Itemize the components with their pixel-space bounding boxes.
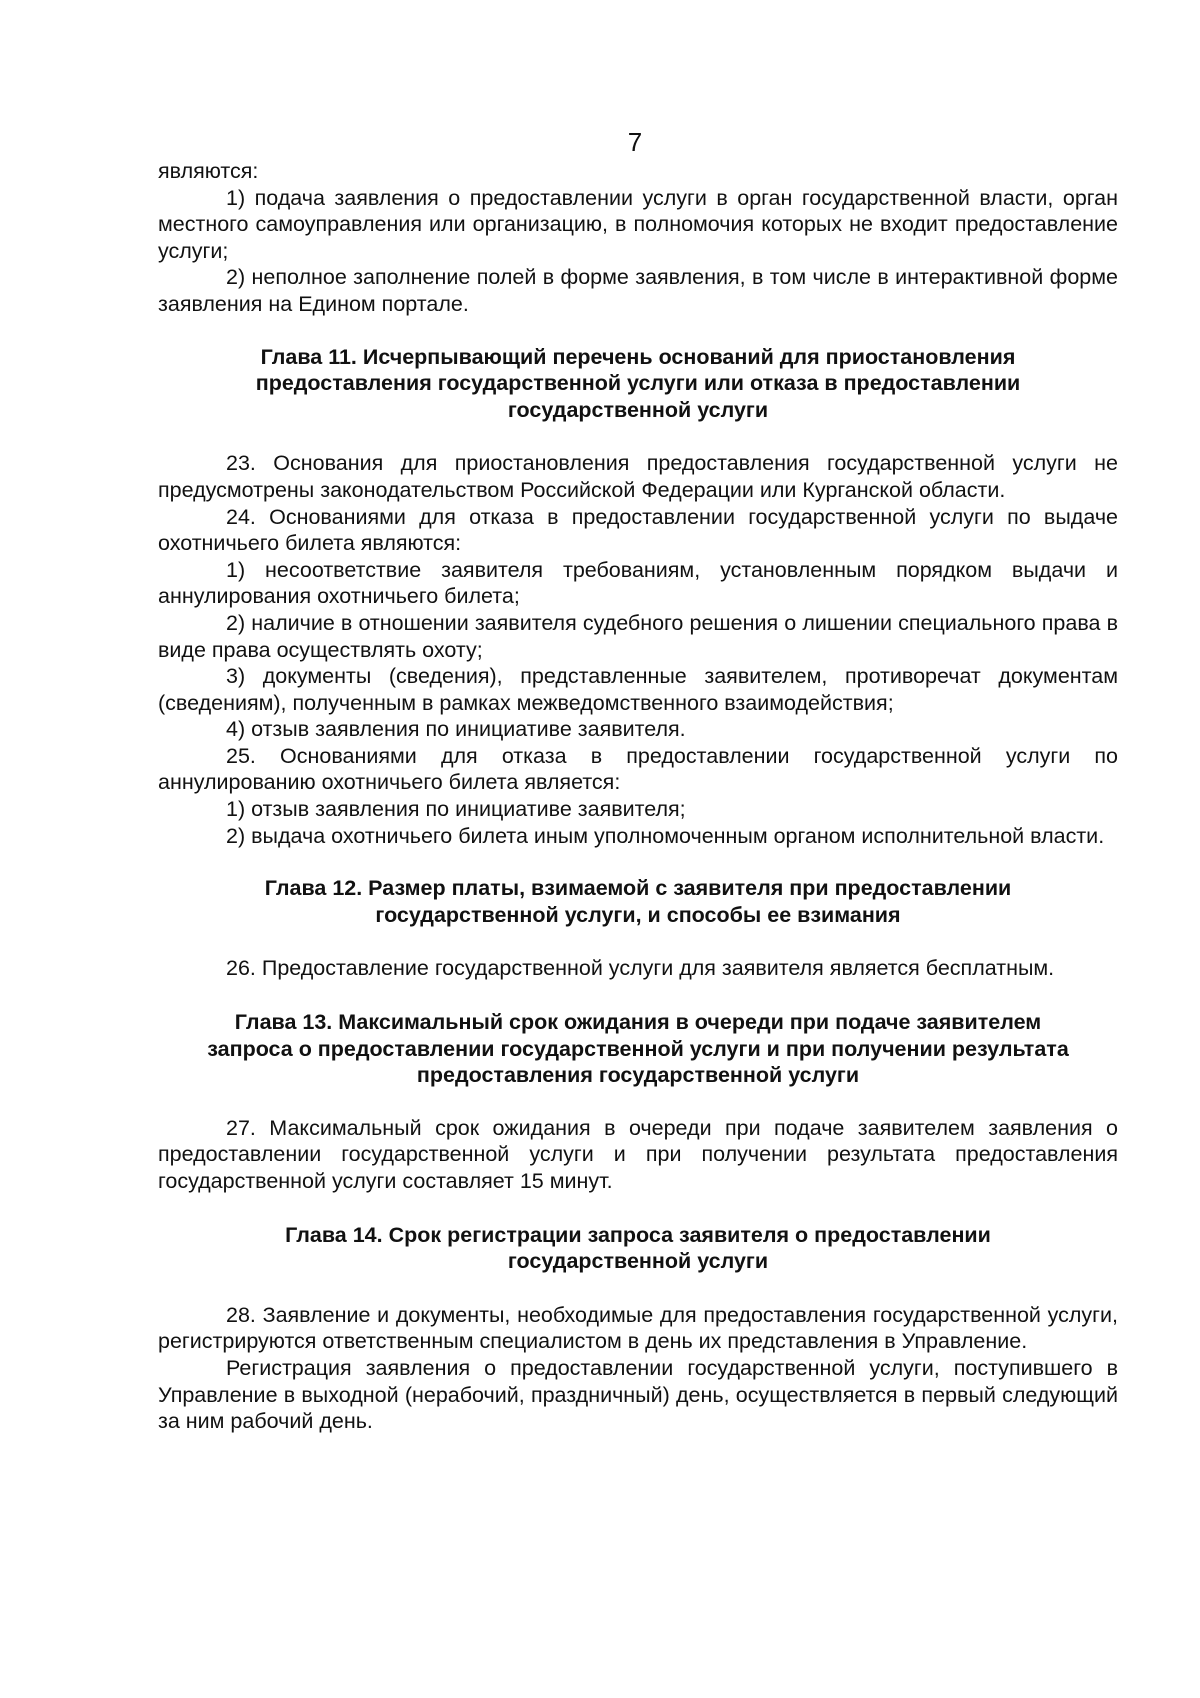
heading-line: Глава 14. Срок регистрации запроса заявителя о предоставлении	[285, 1222, 991, 1247]
heading-line: государственной услуги	[507, 1249, 769, 1274]
chapter-14-heading	[158, 1222, 1118, 1275]
paragraph: 1) отзыв заявления по инициативе заявителя;	[226, 797, 686, 822]
paragraph: 24. Основаниями для отказа в предоставлении государственной услуги по выдаче охотничьего билета являются:	[158, 504, 1118, 556]
heading-line: предоставления государственной услуги или отказа в предоставлении	[255, 371, 1021, 396]
heading-line: государственной услуги	[507, 397, 769, 422]
paragraph: 4) отзыв заявления по инициативе заявителя.	[226, 717, 686, 742]
chapter-13-heading	[158, 1009, 1118, 1089]
chapter-12-heading	[158, 875, 1118, 928]
document-body	[158, 158, 1118, 1435]
paragraph: 2) выдача охотничьего билета иным уполномоченным органом исполнительной власти.	[226, 823, 1105, 848]
paragraph: 23. Основания для приостановления предоставления государственной услуги не предусмотрены законодательством Российской Федерации или Курганской области.	[158, 451, 1118, 502]
paragraph: Регистрация заявления о предоставлении государственной услуги, поступившего в Управление в выходной (нерабочий, праздничный) день, осуществляется в первый следующий за ним рабочий день.	[158, 1355, 1118, 1434]
paragraph: 3) документы (сведения), представленные заявителем, противоречат документам (сведениям), полученным в рамках межведомственного взаимодействия;	[158, 664, 1118, 715]
paragraph: 26. Предоставление государственной услуги для заявителя является бесплатным.	[226, 956, 1055, 981]
heading-line: Глава 13. Максимальный срок ожидания в очереди при подаче заявителем	[234, 1010, 1042, 1035]
chapter-11-heading	[158, 344, 1118, 424]
paragraph: 1) несоответствие заявителя требованиям, установленным порядком выдачи и аннулирования охотничьего билета;	[158, 557, 1118, 609]
heading-line: запроса о предоставлении государственной услуги и при получении результата	[207, 1036, 1069, 1061]
paragraph: 2) наличие в отношении заявителя судебного решения о лишении специального права в виде права осуществлять охоту;	[158, 610, 1118, 662]
paragraph: 25. Основаниями для отказа в предоставлении государственной услуги по аннулированию охотничьего билета является:	[158, 743, 1118, 795]
paragraph: 2) неполное заполнение полей в форме заявления, в том числе в интерактивной форме заявления на Едином портале.	[158, 265, 1118, 316]
paragraph: 27. Максимальный срок ожидания в очереди при подаче заявителем заявления о предоставлении государственной услуги и при получении результата предоставления государственной услуги составляет 15 минут.	[158, 1115, 1118, 1193]
heading-line: Глава 11. Исчерпывающий перечень оснований для приостановления	[260, 344, 1016, 369]
heading-line: Глава 12. Размер платы, взимаемой с заявителя при предоставлении	[264, 876, 1012, 901]
heading-line: государственной услуги, и способы ее взимания	[375, 902, 901, 927]
paragraph: являются:	[158, 159, 259, 183]
heading-line: предоставления государственной услуги	[416, 1063, 860, 1088]
paragraph: 28. Заявление и документы, необходимые для предоставления государственной услуги, регистрируются ответственным специалистом в день их представления в Управление.	[158, 1302, 1118, 1354]
page-number: 7	[627, 127, 643, 157]
paragraph: 1) подача заявления о предоставлении услуги в орган государственной власти, орган местного самоуправления или организацию, в полномочия которых не входит предоставление услуги;	[158, 185, 1118, 263]
